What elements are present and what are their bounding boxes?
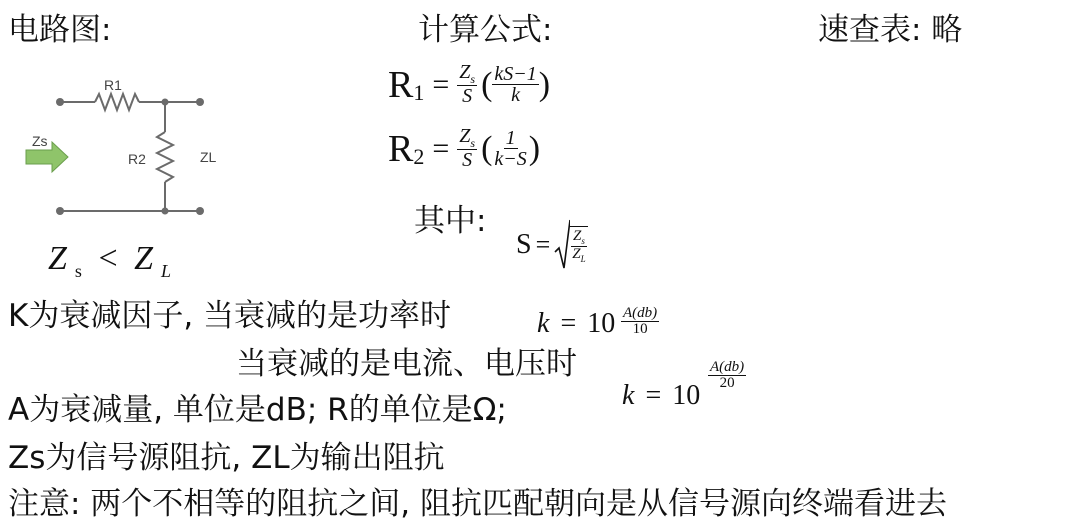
sqrt-icon xyxy=(554,218,570,272)
formula-s: S = $\frac{Z_s}{Z_L}$ xyxy=(516,218,588,272)
circuit-diagram xyxy=(20,70,220,225)
impedance-condition: Z $_s$ < Z $_L$ xyxy=(48,240,172,281)
note-units: A为衰减量, 单位是dB; R的单位是Ω; xyxy=(8,392,507,428)
r2-label: R2 xyxy=(128,151,146,167)
exponent-power: $\frac{A(db)}{10}$ xyxy=(623,305,658,337)
where-label: 其中: xyxy=(414,203,487,239)
formula-r2: R 2 = $\frac{Z_s}{S}$ ( $\frac{1}{k-S}$ ) xyxy=(388,125,541,171)
formula-k-current: k = 10 xyxy=(622,380,701,411)
formula-k-power: k = 10 xyxy=(537,308,616,339)
note-attention: 注意: 两个不相等的阻抗之间, 阻抗匹配朝向是从信号源向终端看进去 xyxy=(8,486,948,522)
zs-label: Zs xyxy=(32,133,48,149)
note-attenuation-current: 当衰减的是电流、电压时 xyxy=(236,346,577,382)
zl-label: ZL xyxy=(200,149,217,165)
note-attenuation-power: K为衰减因子, 当衰减的是功率时 xyxy=(8,298,452,334)
resistor-r2 xyxy=(157,132,173,182)
note-impedances: Zs为信号源阻抗, ZL为输出阻抗 xyxy=(8,440,445,476)
circuit-header: 电路图: xyxy=(8,12,112,48)
resistor-r1 xyxy=(95,94,139,110)
r1-label: R1 xyxy=(104,77,122,93)
quick-table-header: 速查表: 略 xyxy=(818,12,963,48)
formula-r1: R 1 = $\frac{Z_s}{S}$ ( $\frac{kS-1}{k}$ ) xyxy=(388,61,551,107)
exponent-current: $\frac{A(db)}{20}$ xyxy=(710,359,745,391)
formula-header: 计算公式: xyxy=(418,12,553,48)
